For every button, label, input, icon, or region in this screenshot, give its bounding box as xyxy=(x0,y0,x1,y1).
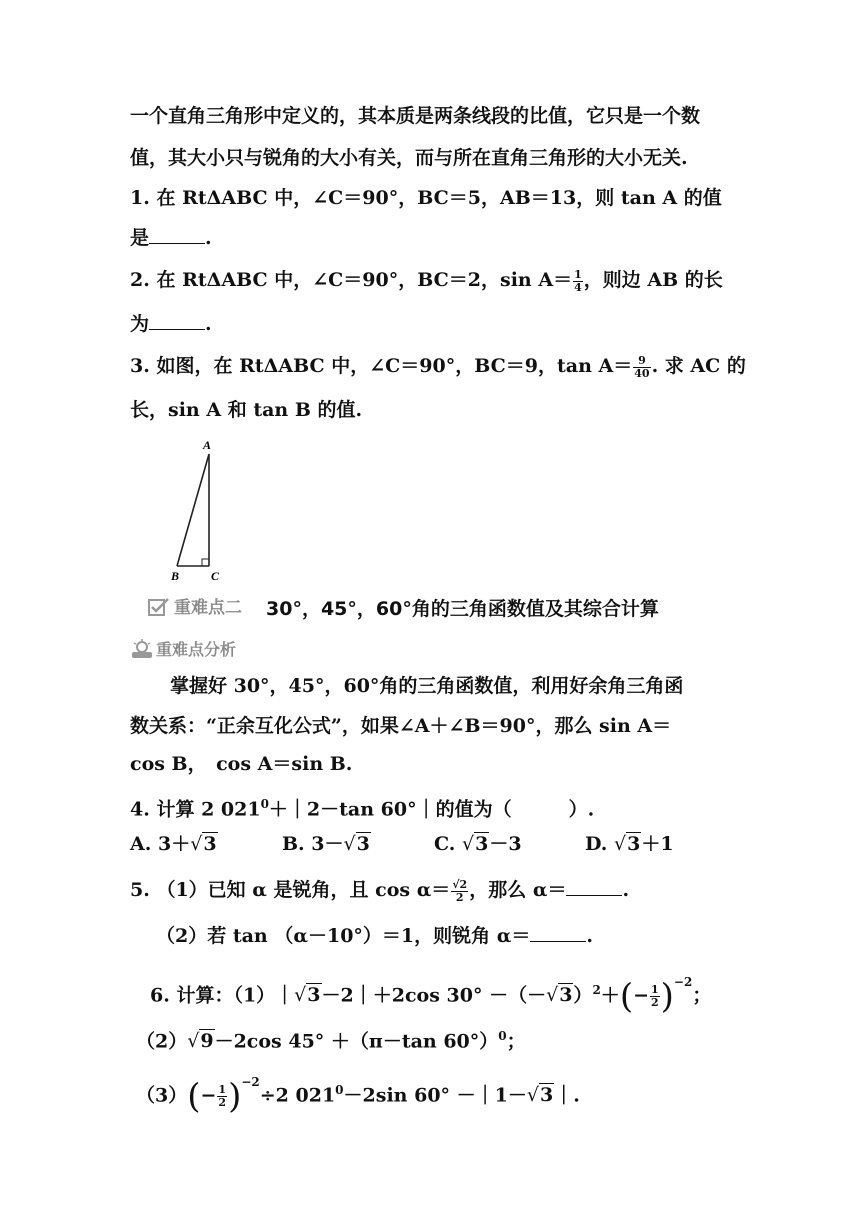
sqrt-3: √3 xyxy=(526,1084,554,1107)
vertex-label-b: B xyxy=(171,569,180,583)
question-3-line-1 xyxy=(130,354,746,380)
checkbox-icon xyxy=(148,597,170,617)
analysis-line-1: 掌握好 30°，45°，60°角的三角函数值，利用好余角三角函 xyxy=(170,675,684,697)
period: . xyxy=(586,925,593,947)
option-c-label: C. xyxy=(434,833,463,855)
triangle-figure xyxy=(165,436,235,584)
exponent: 0 xyxy=(260,797,269,811)
question-2-line-2 xyxy=(130,312,212,336)
radicand: 3 xyxy=(356,833,370,855)
expression-part: －2cos 45° ＋（π－tan 60°） xyxy=(214,1030,499,1053)
analysis-tag: 重难点分析 xyxy=(156,640,237,659)
sqrt-3: √3 xyxy=(343,833,370,855)
lightbulb-icon xyxy=(130,639,154,659)
vertex-label-c: C xyxy=(211,569,220,583)
fraction-denominator: 4 xyxy=(574,280,582,294)
question-4-stem xyxy=(130,792,594,821)
question-1-line-1: 1. 在 RtΔABC 中，∠C＝90°，BC＝5，AB＝13，则 tan A 的值 xyxy=(130,187,722,209)
radicand: 9 xyxy=(200,1030,214,1053)
radicand: 3 xyxy=(203,833,217,855)
option-a-label: A. 3＋ xyxy=(130,833,191,855)
fraction-one-half xyxy=(217,1084,227,1109)
question-5-part-2 xyxy=(156,924,593,948)
option-d-suffix: ＋1 xyxy=(641,833,674,855)
question-2-line-1 xyxy=(130,268,723,294)
vertex-label-a: A xyxy=(203,438,212,452)
expression-part: －2｜＋2cos 30° －（－ xyxy=(321,984,547,1007)
question-1-line-2 xyxy=(130,226,212,250)
expression-end: ｜. xyxy=(554,1084,580,1107)
question-3-line-2: 长，sin A 和 tan B 的值. xyxy=(130,399,363,421)
question-3-prefix: 3. 如图，在 RtΔABC 中，∠C＝90°，BC＝9，tan A＝ xyxy=(130,355,633,377)
expression-part: ÷2 021 xyxy=(259,1084,336,1107)
exponent: 0 xyxy=(498,1029,507,1043)
radicand: 3 xyxy=(539,1084,554,1107)
question-5-part-1 xyxy=(130,878,629,904)
close-paren: ） xyxy=(573,984,593,1007)
intro-line-2: 值，其大小只与锐角的大小有关，而与所在直角三角形的大小无关. xyxy=(130,147,688,169)
sqrt-3: √3 xyxy=(190,833,217,855)
fraction-denominator: 2 xyxy=(218,1095,227,1109)
question-1-text: 是 xyxy=(130,227,150,249)
fraction-numerator: √2 xyxy=(452,877,468,891)
fraction-numerator: 1 xyxy=(651,982,659,996)
fraction-numerator: 1 xyxy=(218,1082,227,1096)
part-label: （2） xyxy=(136,1030,188,1053)
fraction-one-half xyxy=(650,984,660,1009)
fraction-denominator: 2 xyxy=(651,995,659,1009)
minus-sign: − xyxy=(200,1084,217,1107)
fraction-nine-fortieths xyxy=(633,355,650,380)
option-c[interactable] xyxy=(434,832,522,856)
section-title: 30°，45°，60°角的三角函数值及其综合计算 xyxy=(266,598,659,620)
fraction-numerator: 9 xyxy=(633,355,650,368)
question-4-prefix: 4. 计算 2 021 xyxy=(130,798,261,821)
period: . xyxy=(622,879,630,901)
exponent: 2 xyxy=(592,983,601,997)
question-5-suffix: ，那么 α＝ xyxy=(469,879,567,901)
expression-part: －2sin 60° －｜1－ xyxy=(343,1084,527,1107)
sqrt-3: √3 xyxy=(546,984,573,1007)
fraction-denominator: 40 xyxy=(634,366,650,380)
question-6-part-1: 6. 计算：（1）｜√3－2｜＋2cos $30^\circ -(-√3)^2+(-$ $\frac{1}{2}$ )$^{-2}$； xyxy=(150,975,712,1017)
semicolon: ； xyxy=(692,984,712,1007)
question-6-part-2 xyxy=(136,1024,526,1053)
period: . xyxy=(205,313,212,335)
question-4-suffix: ＋｜2－tan 60°｜的值为（ ）. xyxy=(268,798,595,821)
question-3-suffix: . 求 AC 的 xyxy=(651,355,746,377)
option-b[interactable] xyxy=(282,832,371,856)
option-d[interactable] xyxy=(585,832,674,856)
fraction-one-quarter xyxy=(573,269,583,294)
answer-blank-2 xyxy=(149,313,205,330)
radicand: 3 xyxy=(475,833,489,855)
question-2-text: 为 xyxy=(130,313,150,335)
sqrt-3: √3 xyxy=(462,833,489,855)
exponent: −2 xyxy=(673,975,693,989)
period: . xyxy=(205,227,212,249)
side-ab xyxy=(177,454,209,566)
option-a[interactable] xyxy=(130,832,218,856)
radicand: 3 xyxy=(559,984,573,1007)
sqrt-3: √3 xyxy=(294,984,321,1007)
analysis-line-2: 数关系：“正余互化公式”，如果∠A＋∠B＝90°，那么 sin A＝ xyxy=(130,715,672,737)
semicolon: ； xyxy=(506,1030,526,1053)
radicand: 3 xyxy=(307,984,321,1007)
question-6-label: 6. 计算：（1）｜ xyxy=(150,984,295,1007)
fraction-numerator: 1 xyxy=(574,267,582,281)
minus-sign: − xyxy=(633,984,649,1007)
question-6-part-3: （3）(− $\frac{1}{2}$ )$^{-2}$÷2 $021^0-2\sin$ 60° －｜1－√3｜. xyxy=(136,1075,580,1117)
exponent: −2 xyxy=(241,1075,260,1089)
intro-line-1: 一个直角三角形中定义的，其本质是两条线段的比值，它只是一个数 xyxy=(130,105,701,127)
question-2-suffix: ，则边 AB 的长 xyxy=(583,269,723,291)
question-5-prefix: 5. （1）已知 α 是锐角，且 cos α＝ xyxy=(130,879,451,901)
exponent: 0 xyxy=(335,1083,344,1097)
radicand: 3 xyxy=(627,833,641,855)
answer-blank-1 xyxy=(149,227,205,244)
question-2-prefix: 2. 在 RtΔABC 中，∠C＝90°，BC＝2，sin A＝ xyxy=(130,269,573,291)
fraction-root2-over-2 xyxy=(451,879,468,904)
option-d-label: D. xyxy=(585,833,615,855)
plus-sign: ＋ xyxy=(600,984,620,1007)
question-5-part-2-text: （2）若 tan （α－10°）＝1，则锐角 α＝ xyxy=(156,925,531,947)
analysis-line-3: cos B， cos A＝sin B. xyxy=(130,753,353,775)
fraction-denominator: 2 xyxy=(455,890,464,904)
right-angle-mark xyxy=(202,559,209,566)
section-tag: 重难点二 xyxy=(174,598,242,618)
part-label: （3） xyxy=(136,1084,188,1107)
option-c-suffix: －3 xyxy=(489,833,522,855)
answer-blank-5-2 xyxy=(530,925,586,942)
answer-blank-5-1 xyxy=(566,879,622,896)
option-b-label: B. 3－ xyxy=(282,833,344,855)
sqrt-9: √9 xyxy=(187,1030,214,1053)
sqrt-3: √3 xyxy=(614,833,641,855)
